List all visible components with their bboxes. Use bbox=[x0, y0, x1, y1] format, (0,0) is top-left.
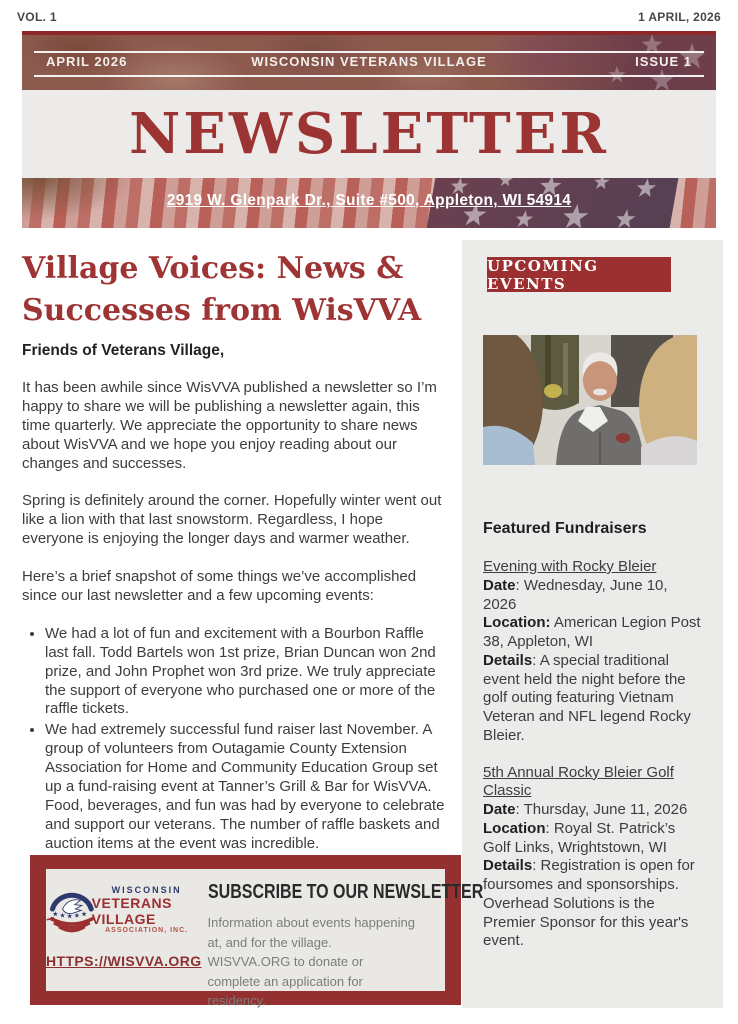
paragraph-3: Here’s a brief snapshot of some things we’ve accomplished since our last newsletter and a few upcoming events: bbox=[22, 568, 417, 605]
issue-date-label: 1 APRIL, 2026 bbox=[638, 10, 721, 24]
event-location: Location: American Legion Post 38, Appleton, WI bbox=[483, 614, 701, 650]
article-heading-line1: Village Voices: News & bbox=[22, 251, 404, 286]
subscribe-description: Information about events happening at, and for the village. WISVVA.ORG to donate or complete an application for residency. bbox=[207, 915, 415, 1008]
paragraph-1: It has been awhile since WisVVA published a newsletter so I’m happy to share we will be publishing a newsletter again, this time quarterly. We appreciate the opportunity to share news about WisVVA and we hope you enjoy reading about our changes and successes. bbox=[22, 379, 437, 472]
wisvva-logo-icon bbox=[46, 878, 98, 940]
wisvva-logo-text bbox=[92, 885, 202, 934]
logo-veterans-village: VETERANS VILLAGE bbox=[91, 894, 172, 927]
event-title: Evening with Rocky Bleier bbox=[483, 558, 657, 575]
accomplishments-list bbox=[22, 625, 446, 854]
article-heading-line2: Successes from WisVVA bbox=[22, 293, 422, 328]
logo-wisconsin: WISCONSIN bbox=[111, 884, 182, 895]
subscribe-text-area bbox=[202, 869, 560, 1008]
logo-association: ASSOCIATION, INC. bbox=[105, 926, 189, 934]
event-item bbox=[483, 558, 702, 746]
subscribe-inner bbox=[46, 869, 483, 1008]
list-item: • We had extremely successful fund raiser last November. A group of volunteers from Outagamie County Extension Association for Home and Community Education Group set up a fund-raising event at Tanner’s Grill & Bar for WisVVA. Food, beverages, and fun was had by everyone to celebrate and support our veterans. The number of raffle baskets and auction items at the event was incredible. bbox=[45, 721, 446, 853]
subscribe-box bbox=[30, 855, 483, 1008]
masthead bbox=[22, 31, 716, 228]
article-heading bbox=[22, 248, 446, 332]
masthead-org: WISCONSIN VETERANS VILLAGE bbox=[251, 54, 487, 69]
masthead-month: APRIL 2026 bbox=[46, 54, 128, 69]
event-date: Date: Thursday, June 11, 2026 bbox=[483, 801, 688, 818]
event-date: Date: Wednesday, June 10, 2026 bbox=[483, 576, 668, 613]
meta-row bbox=[17, 10, 721, 24]
wisvva-url-link[interactable]: HTTPS://WISVVA.ORG bbox=[46, 953, 202, 969]
masthead-flag-band bbox=[22, 178, 716, 228]
masthead-title-band bbox=[22, 90, 716, 178]
rocky-bleier-photo bbox=[483, 335, 697, 465]
event-location: Location: Royal St. Patrick’s Golf Links, Wrightstown, WI bbox=[483, 819, 676, 856]
subscribe-heading: SUBSCRIBE TO OUR NEWSLETTER bbox=[207, 881, 483, 903]
masthead-issue: ISSUE 1 bbox=[635, 54, 692, 69]
volume-label: VOL. 1 bbox=[17, 10, 57, 24]
address-link[interactable]: 2919 W. Glenpark Dr., Suite #500, Appleton, WI 54914 bbox=[166, 192, 572, 209]
featured-fundraisers-heading: Featured Fundraisers bbox=[483, 520, 647, 537]
event-details: Details: Registration is open for foursomes and sponsorships. Overhead Solutions is the Premier Sponsor for this year's event. bbox=[483, 857, 695, 950]
event-details: Details: A special traditional event held the night before the golf outing featuring Vietnam Veteran and NFL legend Rocky Bleier. bbox=[483, 651, 691, 744]
event-title: 5th Annual Rocky Bleier Golf Classic bbox=[483, 763, 674, 800]
paragraph-2: Spring is definitely around the corner. Hopefully winter went out like a lion with that last snowstorm. Regardless, I hope everyone is enjoying the longer days and warmer weather. bbox=[22, 492, 442, 548]
upcoming-events-banner: UPCOMING EVENTS bbox=[487, 257, 671, 292]
article-column bbox=[22, 240, 446, 856]
subscribe-logo-area bbox=[46, 869, 202, 991]
wisvva-logo bbox=[46, 878, 202, 940]
masthead-label-row bbox=[22, 54, 716, 69]
newsletter-title: NEWSLETTER bbox=[129, 101, 609, 167]
salutation: Friends of Veterans Village, bbox=[22, 342, 225, 359]
masthead-camo-band bbox=[22, 35, 716, 90]
list-item: • We had a lot of fun and excitement with a Bourbon Raffle last fall. Todd Bartels won 1st prize, Brian Duncan won 2nd prize, and John Prophet won 3rd prize. We truly appreciate the support of everyone who purchased one or more of the raffle tickets. bbox=[45, 625, 446, 719]
